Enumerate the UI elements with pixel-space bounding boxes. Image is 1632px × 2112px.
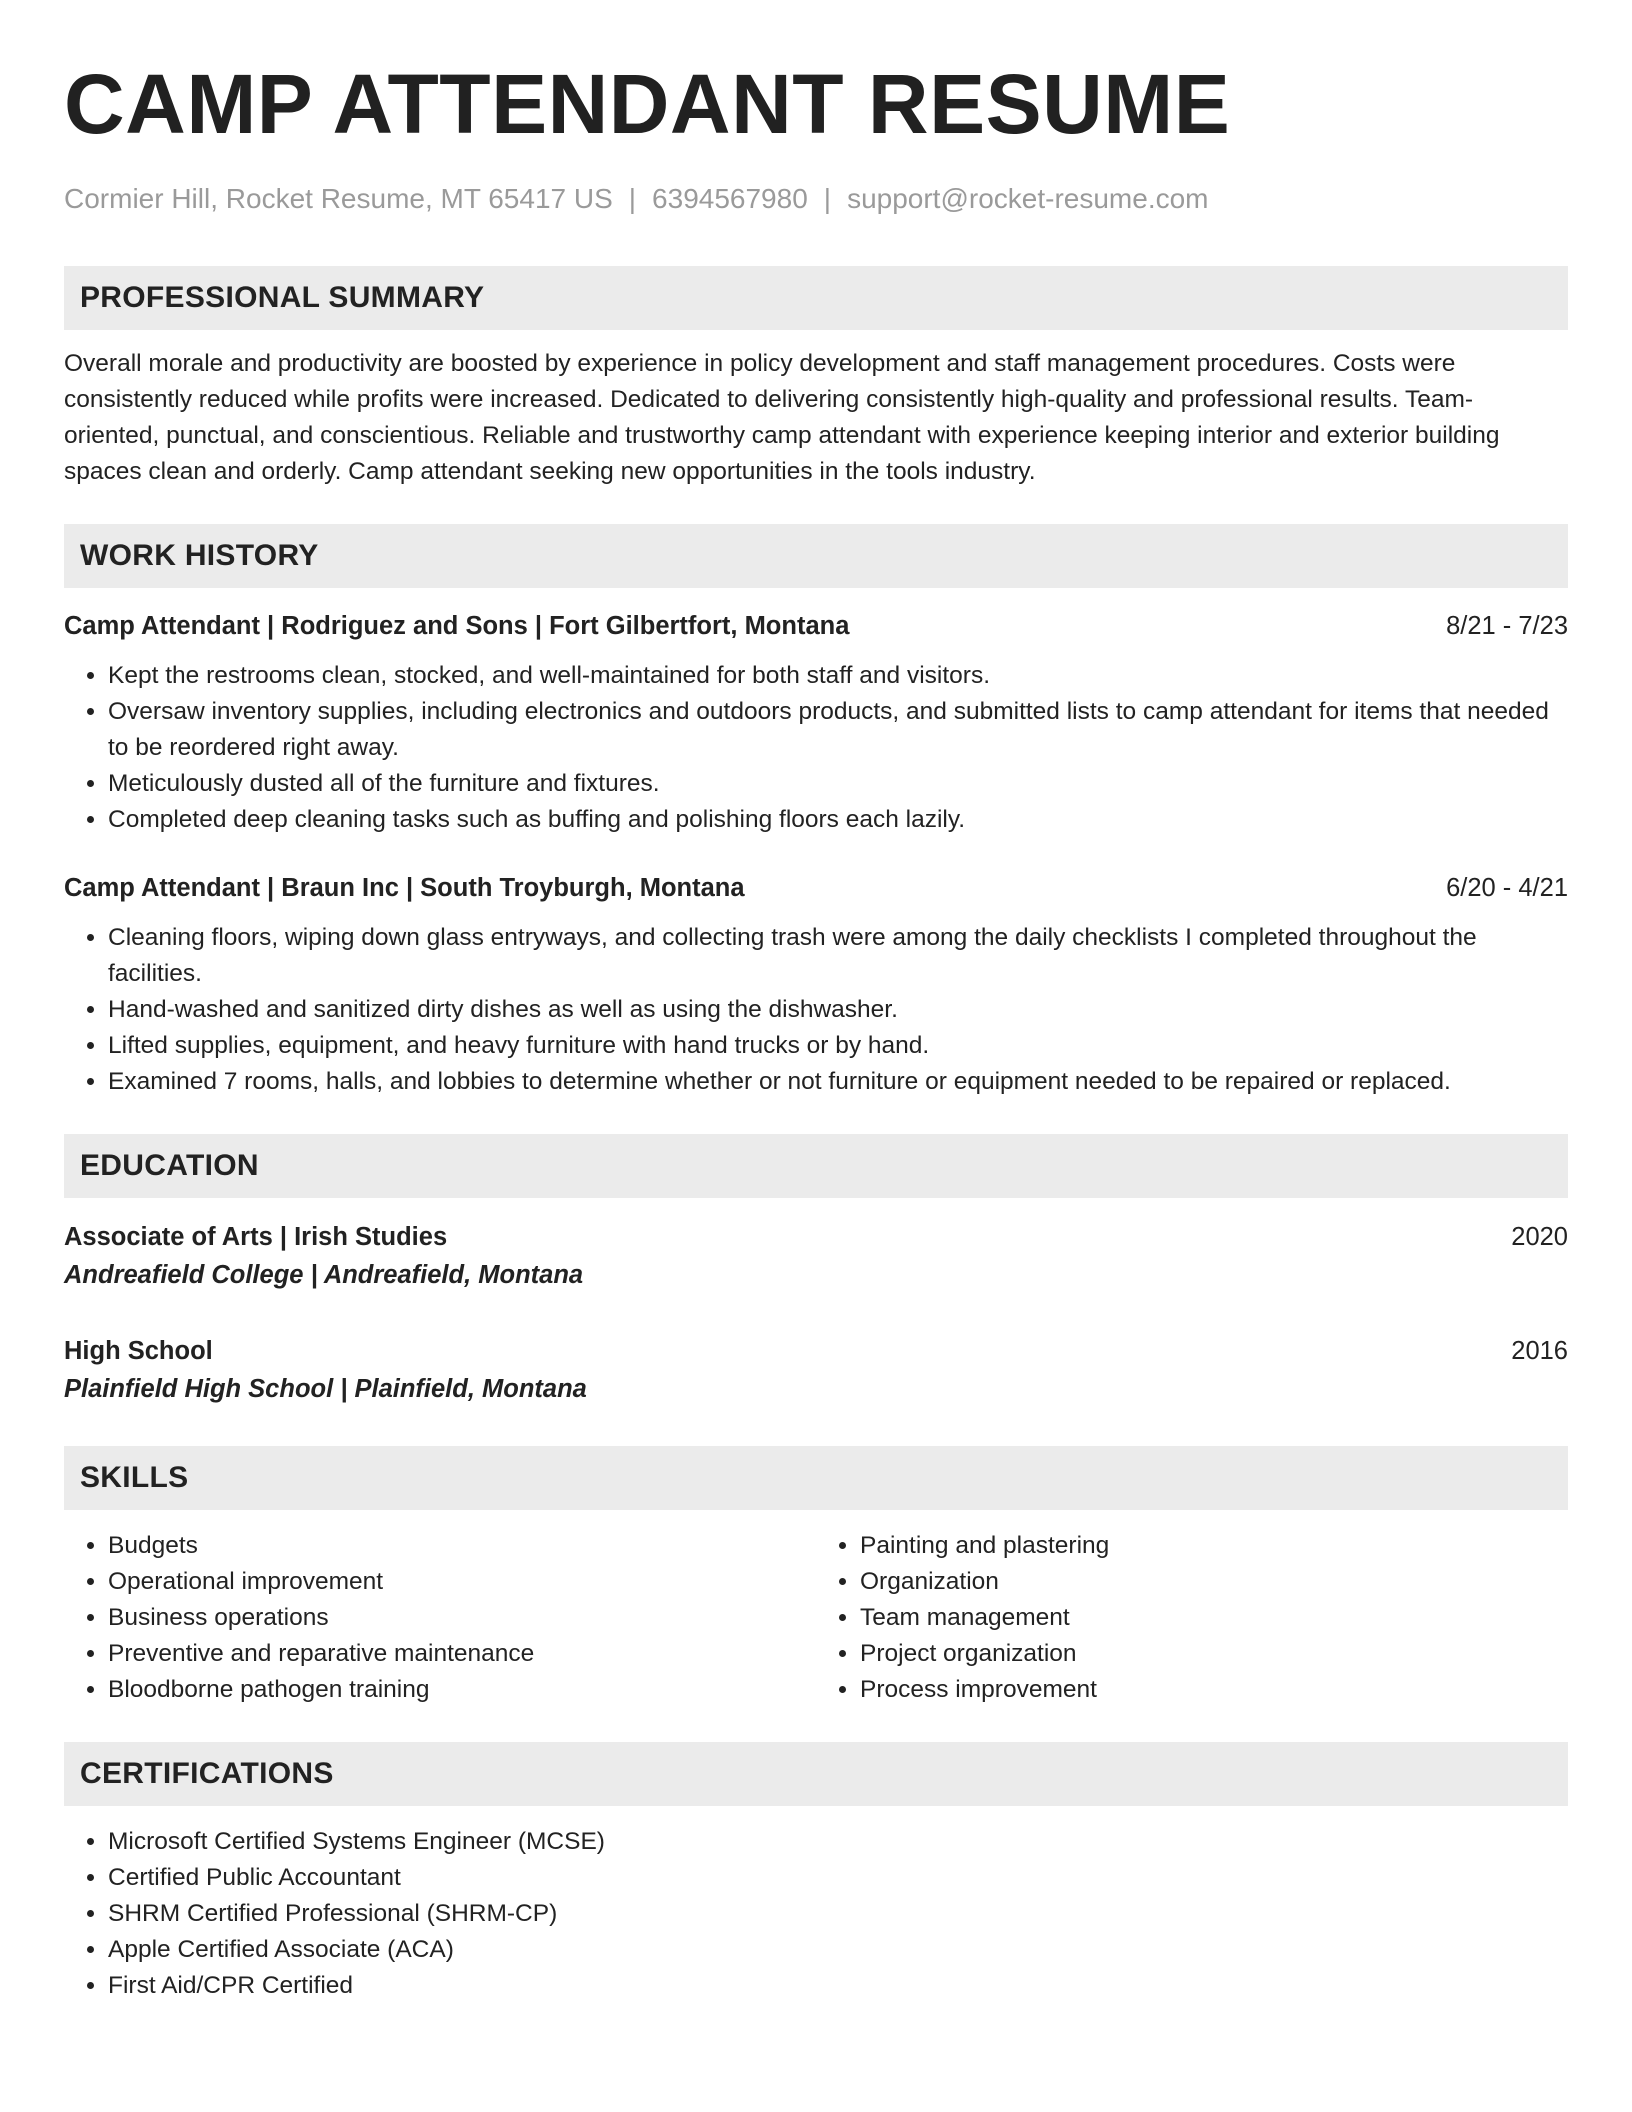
education-degree: Associate of Arts | Irish Studies — [64, 1223, 448, 1251]
education-school: Plainfield High School | Plainfield, Montana — [64, 1375, 587, 1403]
certifications-list — [64, 1824, 1568, 2004]
education-section-header — [64, 1134, 1568, 1198]
education-degree: High School — [64, 1337, 213, 1365]
job-title: Camp Attendant | Rodriguez and Sons | Fort Gilbertfort, Montana — [64, 612, 850, 640]
contact-email: support@rocket-resume.com — [847, 183, 1209, 214]
job-bullet: • Completed deep cleaning tasks such as buffing and polishing floors each lazily. — [108, 802, 1568, 838]
summary-text: Overall morale and productivity are boosted by experience in policy development and staff management procedures. Costs were consistently reduced while profits were increased. Dedicated to delivering consistently high-quality and professional results. Team-oriented, punctual, and conscientious. Reliable and trustworthy camp attendant with experience keeping interior and exterior building spaces clean and orderly. Camp attendant seeking new opportunities in the tools industry. — [64, 350, 1500, 485]
job-header — [64, 870, 1568, 906]
skills-heading: SKILLS — [80, 1461, 189, 1494]
contact-address: Cormier Hill, Rocket Resume, MT 65417 US — [64, 183, 613, 214]
education-entry-1 — [64, 1218, 1568, 1294]
skill-item: • Painting and plastering — [860, 1528, 1568, 1564]
job-entry-1 — [64, 608, 1568, 838]
education-header — [64, 1332, 1568, 1370]
skill-item: • Bloodborne pathogen training — [108, 1672, 816, 1708]
resume-title: CAMP ATTENDANT RESUME — [64, 57, 1231, 151]
job-bullet: • Hand-washed and sanitized dirty dishes as well as using the dishwasher. — [108, 992, 1568, 1028]
work-heading: WORK HISTORY — [80, 539, 319, 572]
skill-item: • Business operations — [108, 1600, 816, 1636]
skills-list-left — [64, 1528, 816, 1708]
contact-phone: 6394567980 — [652, 183, 808, 214]
education-year: 2020 — [1511, 1223, 1568, 1251]
work-section-header — [64, 524, 1568, 588]
certification-item: • Apple Certified Associate (ACA) — [108, 1932, 1568, 1968]
education-school: Andreafield College | Andreafield, Montana — [64, 1261, 584, 1289]
certifications-heading: CERTIFICATIONS — [80, 1757, 334, 1790]
job-bullets — [64, 658, 1568, 838]
job-header — [64, 608, 1568, 644]
certification-item: • First Aid/CPR Certified — [108, 1968, 1568, 2004]
job-bullet: • Kept the restrooms clean, stocked, and well-maintained for both staff and visitors. — [108, 658, 1568, 694]
contact-line — [64, 182, 1568, 216]
job-title: Camp Attendant | Braun Inc | South Troyburgh, Montana — [64, 874, 745, 902]
job-bullets — [64, 920, 1568, 1100]
job-bullet: • Lifted supplies, equipment, and heavy furniture with hand trucks or by hand. — [108, 1028, 1568, 1064]
contact-separator: | — [823, 183, 832, 214]
skill-item: • Team management — [860, 1600, 1568, 1636]
skill-item: • Process improvement — [860, 1672, 1568, 1708]
job-bullet: • Meticulously dusted all of the furniture and fixtures. — [108, 766, 1568, 802]
education-header — [64, 1218, 1568, 1256]
job-entry-2 — [64, 870, 1568, 1100]
job-bullet: • Oversaw inventory supplies, including electronics and outdoors products, and submitted lists to camp attendant for items that needed to be reordered right away. — [108, 694, 1568, 766]
contact-separator: | — [628, 183, 637, 214]
skills-section-header — [64, 1446, 1568, 1510]
job-bullet: • Cleaning floors, wiping down glass entryways, and collecting trash were among the daily checklists I completed throughout the facilities. — [108, 920, 1568, 992]
certification-item: • Certified Public Accountant — [108, 1860, 1568, 1896]
education-year: 2016 — [1511, 1337, 1568, 1365]
certification-item: • SHRM Certified Professional (SHRM-CP) — [108, 1896, 1568, 1932]
skill-item: • Budgets — [108, 1528, 816, 1564]
certification-item: • Microsoft Certified Systems Engineer (MCSE) — [108, 1824, 1568, 1860]
education-heading: EDUCATION — [80, 1149, 259, 1182]
summary-section-header — [64, 266, 1568, 330]
skills-columns — [64, 1528, 1568, 1708]
job-dates: 8/21 - 7/23 — [1446, 612, 1568, 640]
skill-item: • Organization — [860, 1564, 1568, 1600]
skill-item: • Project organization — [860, 1636, 1568, 1672]
skill-item: • Preventive and reparative maintenance — [108, 1636, 816, 1672]
skills-list-right — [816, 1528, 1568, 1708]
job-dates: 6/20 - 4/21 — [1446, 874, 1568, 902]
skill-item: • Operational improvement — [108, 1564, 816, 1600]
education-entry-2 — [64, 1332, 1568, 1408]
job-bullet: • Examined 7 rooms, halls, and lobbies to determine whether or not furniture or equipment needed to be repaired or replaced. — [108, 1064, 1568, 1100]
certifications-section-header — [64, 1742, 1568, 1806]
summary-heading: PROFESSIONAL SUMMARY — [80, 281, 485, 314]
